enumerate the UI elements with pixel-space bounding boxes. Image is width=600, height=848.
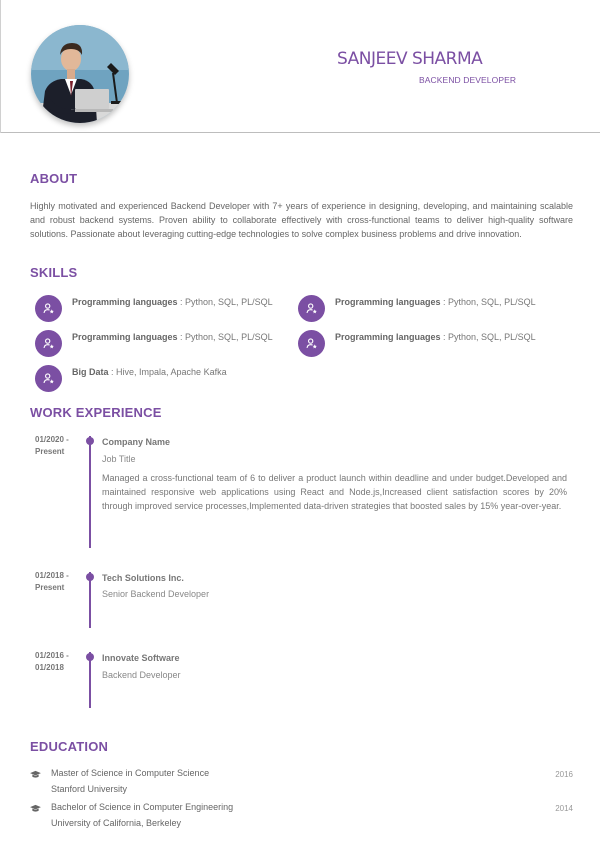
education-year: 2016 — [555, 770, 573, 779]
skill-text — [335, 297, 536, 307]
skills-title: SKILLS — [30, 265, 78, 280]
graduation-cap-icon — [30, 770, 41, 779]
skill-text — [72, 367, 227, 377]
timeline-dot — [86, 573, 94, 581]
job-company: Tech Solutions Inc. — [102, 573, 184, 583]
profile-photo-image — [31, 25, 129, 123]
job-title: Senior Backend Developer — [102, 589, 210, 599]
user-star-icon — [35, 295, 62, 322]
skill-text — [72, 332, 273, 342]
skill-value: : Python, SQL, PL/SQL — [177, 332, 273, 342]
job-company: Innovate Software — [102, 653, 180, 663]
skill-text — [335, 332, 536, 342]
job-date-end: 01/2018 — [35, 663, 64, 672]
skill-value: : Python, SQL, PL/SQL — [177, 297, 273, 307]
job-date-start: 01/2016 - — [35, 651, 69, 660]
job-title: Job Title — [102, 454, 136, 464]
user-star-icon — [35, 365, 62, 392]
job-title: Backend Developer — [102, 670, 181, 680]
skill-label: Programming languages — [72, 332, 178, 342]
skill-value: : Python, SQL, PL/SQL — [440, 297, 536, 307]
job-date — [35, 434, 69, 458]
education-title: EDUCATION — [30, 739, 109, 754]
education-school: University of California, Berkeley — [51, 818, 182, 828]
skill-item — [35, 365, 227, 392]
skill-value: : Python, SQL, PL/SQL — [440, 332, 536, 342]
job-date-end: Present — [35, 583, 65, 592]
job-date-end: Present — [35, 447, 65, 456]
work-title: WORK EXPERIENCE — [30, 405, 162, 420]
user-star-icon — [298, 330, 325, 357]
user-star-icon — [35, 330, 62, 357]
timeline-dot — [86, 437, 94, 445]
about-text: Highly motivated and experienced Backend Developer with 7+ years of experience in designing, developing, and maintaining scalable and robust backend systems. Proven ability to collaborate effectively with cross-functional teams to deliver high-quality software solutions. Passionate about leveraging cutting-edge technologies to solve complex business problems and drive innovation. — [30, 201, 573, 239]
candidate-role: BACKEND DEVELOPER — [419, 75, 517, 85]
skill-label: Programming languages — [335, 297, 441, 307]
skill-label: Programming languages — [72, 297, 178, 307]
education-degree: Master of Science in Computer Science — [51, 768, 210, 778]
skill-text — [72, 297, 273, 307]
skill-label: Big Data — [72, 367, 109, 377]
skill-item — [35, 330, 273, 357]
profile-photo — [31, 25, 129, 123]
header-left-rule — [0, 0, 1, 133]
skill-item — [35, 295, 273, 322]
skill-item — [298, 295, 536, 322]
job-date — [35, 570, 69, 594]
user-star-icon — [298, 295, 325, 322]
job-description: Managed a cross-functional team of 6 to deliver a product launch within deadline and under budget.Developed and maintained responsive web applications using React and Node.js,Increased client satisfaction scores by 20% through improved service processes,Implemented data-driven strategies that boosted sales by 15% year-over-year. — [102, 473, 567, 511]
skill-item — [298, 330, 536, 357]
timeline-line — [89, 436, 91, 548]
candidate-name: SANJEEV SHARMA — [337, 49, 483, 69]
skill-value: : Hive, Impala, Apache Kafka — [108, 367, 227, 377]
education-year: 2014 — [555, 804, 573, 813]
education-degree: Bachelor of Science in Computer Engineering — [51, 802, 234, 812]
about-title: ABOUT — [30, 171, 78, 186]
graduation-cap-icon — [30, 804, 41, 813]
job-company: Company Name — [102, 437, 171, 447]
job-date-start: 01/2020 - — [35, 435, 69, 444]
skill-label: Programming languages — [335, 332, 441, 342]
resume-header — [0, 0, 600, 133]
education-school: Stanford University — [51, 784, 128, 794]
job-date — [35, 650, 69, 674]
job-date-start: 01/2018 - — [35, 571, 69, 580]
timeline-dot — [86, 653, 94, 661]
